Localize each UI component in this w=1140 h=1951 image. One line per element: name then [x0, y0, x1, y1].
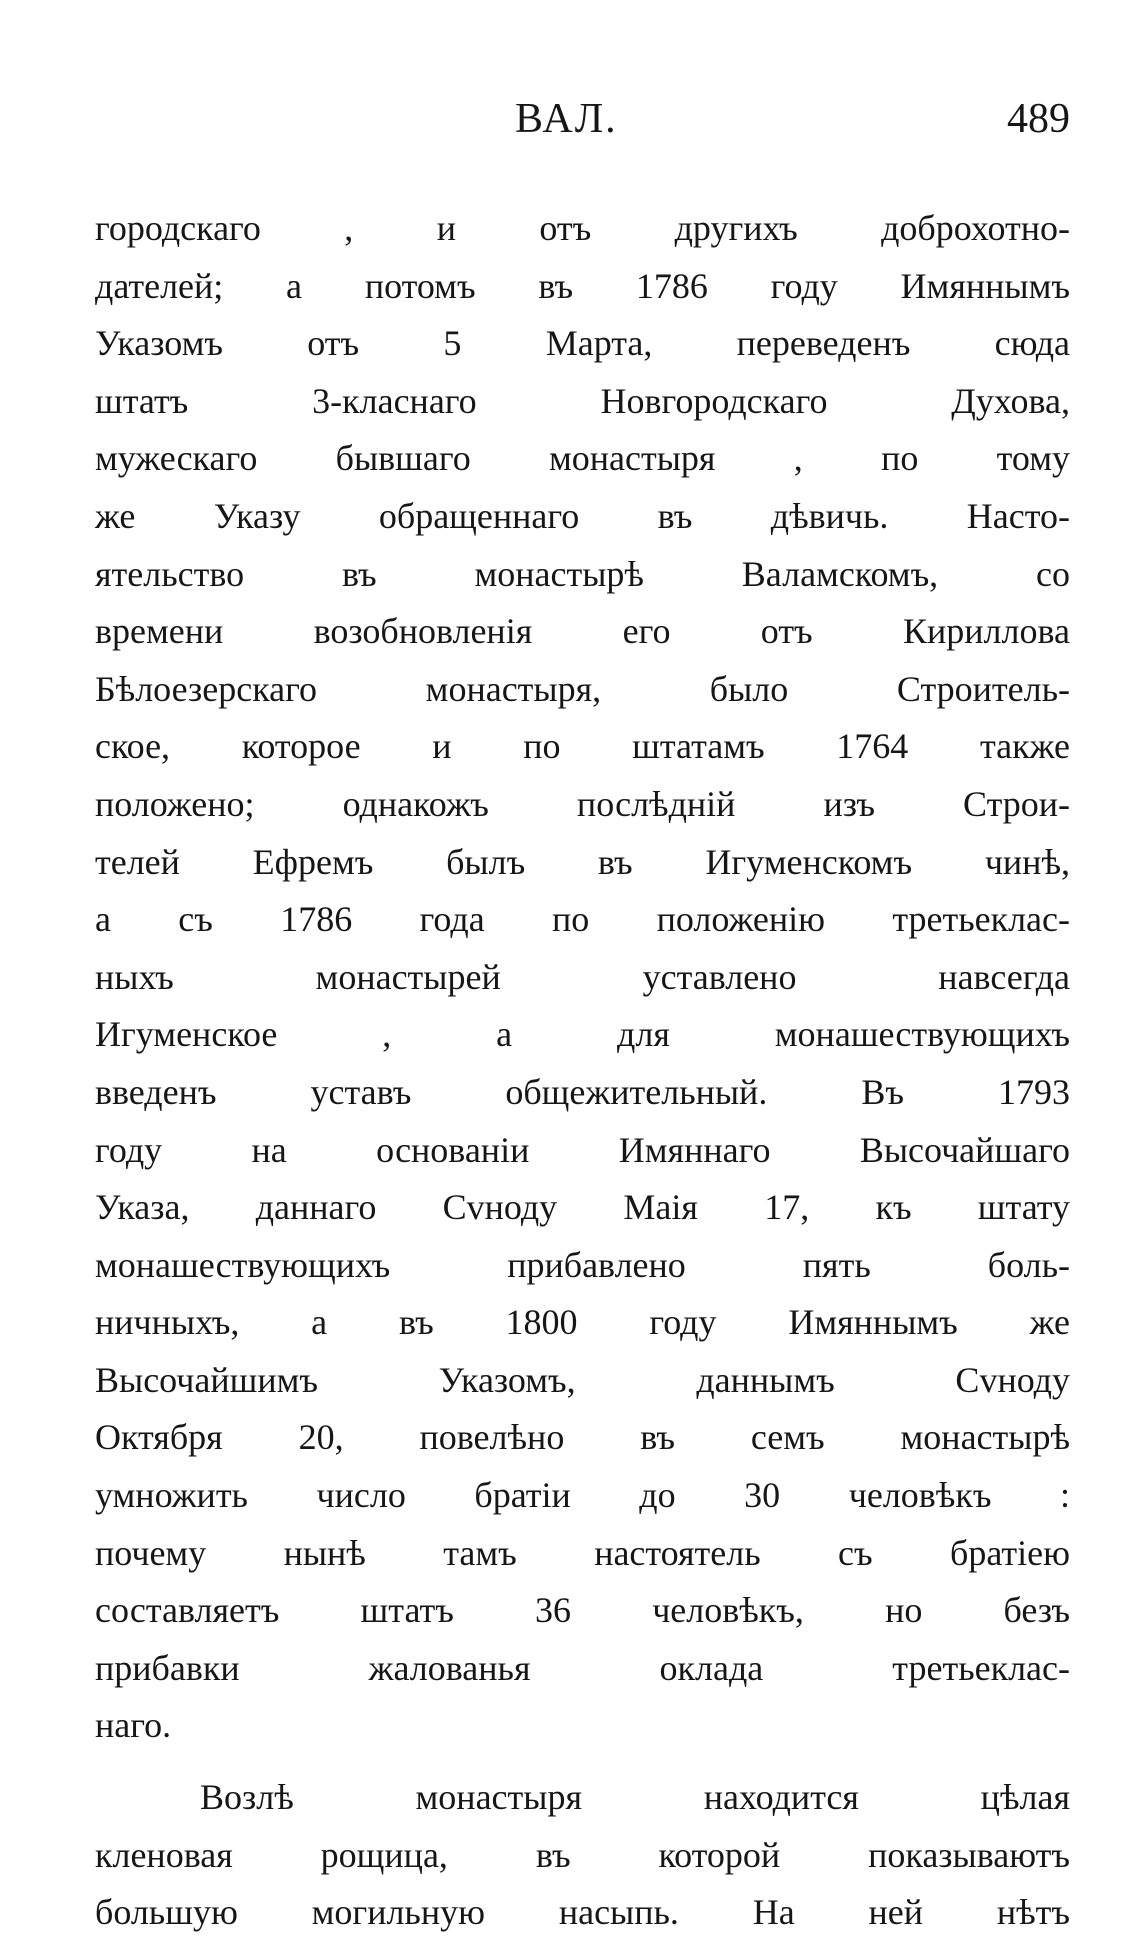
text-line: дателей; а потомъ въ 1786 году Имяннымъ [95, 265, 1070, 306]
text-line: умножить число братіи до 30 человѣкъ : [95, 1475, 1070, 1516]
text-line: ятельство въ монастырѣ Валамскомъ, со [95, 553, 1070, 594]
paragraph-2 [95, 1769, 1070, 1942]
text-line: прибавки жалованья оклада третьеклас- [95, 1647, 1070, 1688]
text-line: городскаго , и отъ другихъ доброхотно- [95, 208, 1070, 248]
text-line: а съ 1786 года по положенію третьеклас- [95, 899, 1070, 940]
text-line: Бѣлоезерскаго монастыря, было Строитель- [95, 668, 1070, 709]
text-line: штатъ 3-класнаго Новгородскаго Духова, [95, 380, 1070, 421]
page-number: 489 [1007, 96, 1070, 142]
text-line: положено; однакожъ послѣдній изъ Строи- [95, 783, 1070, 824]
text-line: составляетъ штатъ 36 человѣкъ, но безъ [95, 1590, 1070, 1631]
running-head-title: ВАЛ. [515, 96, 618, 142]
text-line: введенъ уставъ общежительный. Въ 1793 [95, 1071, 1070, 1112]
text-line: Игуменское , а для монашествующихъ [95, 1014, 1070, 1055]
text-line: Указомъ отъ 5 Марта, переведенъ сюда [95, 323, 1070, 364]
text-line: Указа, даннаго Сvноду Маія 17, къ штату [95, 1187, 1070, 1228]
text-line-last: наго. [95, 1705, 172, 1746]
text-line: монашествующихъ прибавлено пять боль- [95, 1244, 1070, 1285]
running-head [95, 95, 1070, 155]
text-line: году на основаніи Имяннаго Высочайшаго [95, 1129, 1070, 1170]
text-line: Октября 20, повелѣно въ семъ монастырѣ [95, 1417, 1070, 1458]
text-line: кленовая рощица, въ которой показываютъ [95, 1834, 1070, 1875]
text-line: большую могильную насыпь. На ней нѣтъ [95, 1892, 1070, 1933]
text-line: ское, которое и по штатамъ 1764 также [95, 726, 1070, 767]
text-line: ныхъ монастырей уставлено навсегда [95, 956, 1070, 997]
text-line: телей Ефремъ былъ въ Игуменскомъ чинѣ, [95, 841, 1070, 882]
text-line: мужескаго бывшаго монастыря , по тому [95, 438, 1070, 479]
text-line: Высочайшимъ Указомъ, даннымъ Сvноду [95, 1359, 1070, 1400]
body-text [95, 200, 1070, 1942]
text-line-indented: Возлѣ монастыря находится цѣлая [200, 1777, 1070, 1818]
text-line: ничныхъ, а въ 1800 году Имяннымъ же [95, 1302, 1070, 1343]
text-line: почему нынѣ тамъ настоятель съ братіею [95, 1532, 1070, 1573]
text-line: же Указу обращеннаго въ дѣвичь. Насто- [95, 495, 1070, 536]
paragraph-1 [95, 200, 1070, 1755]
text-line: времени возобновленія его отъ Кириллова [95, 611, 1070, 652]
